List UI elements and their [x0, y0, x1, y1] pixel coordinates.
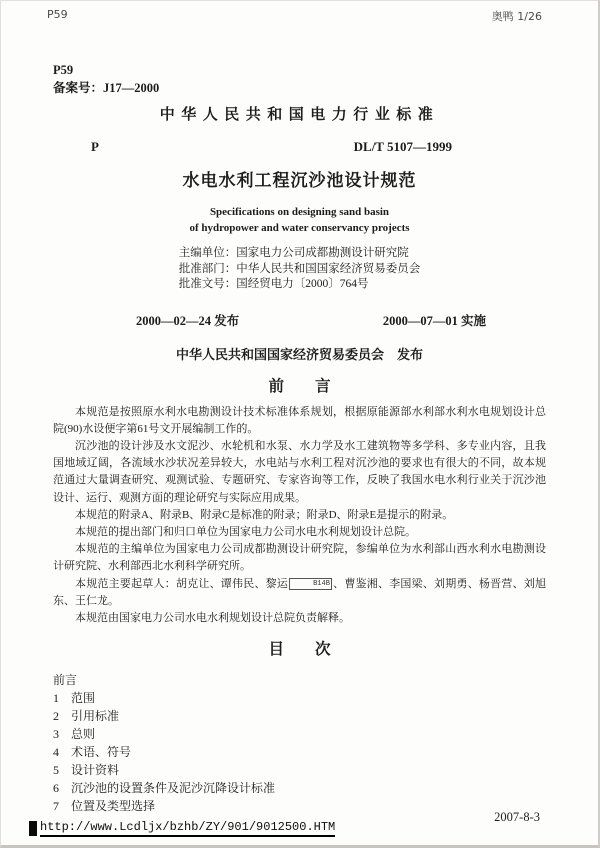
- english-title-line2: of hydropower and water conservancy projects: [189, 222, 410, 234]
- english-title-line1: Specifications on designing sand basin: [209, 206, 390, 218]
- toc-item-5: 5 设计资料: [53, 763, 120, 778]
- toc-item-4: 4 术语、符号: [53, 745, 132, 760]
- foreword-paragraph-drafters: [53, 576, 546, 610]
- standard-category-title: 中华人民共和国电力行业标准: [159, 107, 440, 123]
- contents-heading: 目 次: [268, 641, 331, 659]
- doc-code: P59: [53, 63, 74, 77]
- standard-code-row: [53, 138, 546, 156]
- organization-block: [179, 246, 421, 293]
- toc-item-6: 6 沉沙池的设置条件及泥沙沉降设计标准: [53, 781, 276, 796]
- foreword-body: [53, 404, 546, 628]
- foreword-paragraph-4: 本规范的提出部门和归口单位为国家电力公司水电水利规划设计总院。: [75, 525, 416, 538]
- chief-editor-unit: 主编单位：国家电力公司成都勘测设计研究院: [178, 247, 409, 259]
- toc-item-foreword: 前言: [53, 673, 78, 688]
- implement-date: 2000—07—01 实施: [382, 313, 486, 328]
- scan-mark-right: 奥鸭 1/26: [491, 10, 542, 23]
- publisher-line: 中华人民共和国国家经济贸易委员会 发布: [175, 346, 423, 362]
- toc-item-2: 2 引用标准: [53, 709, 120, 724]
- document-title: 水电水利工程沉沙池设计规范: [182, 171, 417, 190]
- footer-url-link[interactable]: http://www.Lcdljx/bzhb/ZY/901/9012500.HTM: [40, 820, 335, 837]
- missing-glyph-box: B14B: [289, 578, 332, 590]
- footer-url-row: [29, 820, 335, 837]
- foreword-paragraph-7: 本规范由国家电力公司水电水利规划设计总院负责解释。: [75, 611, 350, 624]
- toc-item-7: 7 位置及类型选择: [53, 799, 156, 814]
- class-letter: P: [91, 139, 99, 154]
- toc-item-3: 3 总则: [53, 727, 96, 742]
- date-row: [53, 313, 546, 330]
- footer-black-box: [29, 821, 37, 836]
- record-number: 备案号：J17—2000: [53, 81, 160, 95]
- foreword-paragraph-5: 本规范的主编单位为国家电力公司成都勘测设计研究院，参编单位为水利部山西水利水电勘测设计研究院、水利部西北水利科学研究所。: [53, 543, 546, 573]
- foreword-paragraph-1: 本规范是按照原水利水电勘测设计技术标准体系规划，根据原能源部水利部水利水电规划设计总院(90)水设便字第61号文开展编制工作的。: [53, 405, 546, 435]
- foreword-paragraph-2: 沉沙池的设计涉及水文泥沙、水轮机和水泵、水力学及水工建筑物等多学科、多专业内容，且我国地域辽阔，各流域水沙状况差异较大，水电站与水利工程对沉沙池的要求也有很大的不同，故本规范通过大量调查研究、观测试验、专题研究、专家咨询等工作，反映了我国水电水利行业关于沉沙池设计、运行、观测方面的理论研究与实际应用成果。: [53, 439, 546, 504]
- standard-code: DL/T 5107—1999: [353, 139, 452, 154]
- toc-item-1: 1 范围: [53, 691, 96, 706]
- document-content: [1, 1, 598, 815]
- table-of-contents: [53, 671, 546, 815]
- footer-date: 2007-8-3: [494, 810, 540, 824]
- drafters-text-before: 本规范主要起草人：胡克让、谭伟民、黎运: [75, 577, 289, 590]
- foreword-heading: 前 言: [268, 377, 331, 395]
- approval-department: 批准部门：中华人民共和国国家经济贸易委员会: [178, 262, 421, 275]
- foreword-paragraph-3: 本规范的附录A、附录B、附录C是标准的附录；附录D、附录E是提示的附录。: [75, 508, 454, 521]
- scan-mark-left: P59: [47, 8, 68, 21]
- approval-number: 批准文号：国经贸电力〔2000〕764号: [178, 278, 369, 290]
- issue-date: 2000—02—24 发布: [136, 313, 240, 328]
- scan-header: [1, 8, 598, 24]
- drafters-text-after: 、曹鉴湘、李国梁、刘期勇、杨晋营、刘旭东、王仁龙。: [53, 577, 546, 607]
